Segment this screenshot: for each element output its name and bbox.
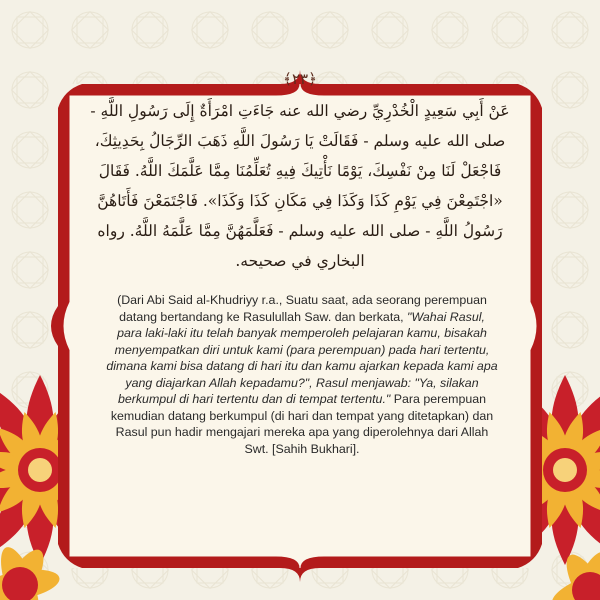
translation-quote: "Wahai Rasul, para laki-laki itu telah banyak memperoleh pelajaran kamu, bisakah menyempatkan diri untuk kami (para perempuan) pada hari tertentu, dimana kami bisa datang di hari itu dan kamu ajarkan kepada kami apa yang diajarkan Allah kepadamu?", Rasul menjawab: "Ya, silakan berkumpul di hari tertentu dan di tempat tertentu." (106, 309, 498, 406)
translation-intro: (Dari Abi Said al-Khudriyy r.a., Suatu saat, ada seorang perempuan datang bertandang ke Rasulullah Saw. dan berkata, (117, 293, 487, 324)
translation-text (106, 292, 498, 457)
translation-outro: Para perempuan kemudian datang berkumpul (di hari dan tempat yang ditetapkan) dan Rasul pun hadir mengajari mereka apa yang diperolehnya dari Allah Swt. [Sahih Bukhari]. (110, 392, 494, 456)
hadith-card (44, 70, 556, 582)
arabic-hadith-text: عَنْ أَبِي سَعِيدٍ الْخُدْرِيِّ رضي الله عنه جَاءَتِ امْرَأَةٌ إِلَى رَسُولِ اللَّهِ - صلى الله عليه وسلم - فَقَالَتْ يَا رَسُولَ اللَّهِ ذَهَبَ الرِّجَالُ بِحَدِيثِكَ، فَاجْعَلْ لَنَا مِنْ نَفْسِكَ، يَوْمًا نَأْتِيكَ فِيهِ تُعَلِّمُنَا مِمَّا عَلَّمَكَ اللَّهُ. فَقَالَ «اجْتَمِعْنَ فِي يَوْمِ كَذَا وَكَذَا فِي مَكَانِ كَذَا وَكَذَا». فَاجْتَمَعْنَ فَأَتَاهُنَّ رَسُولُ اللَّهِ - صلى الله عليه وسلم - فَعَلَّمَهُنَّ مِمَّا عَلَّمَهُ اللَّهُ. رواه البخاري في صحيحه. (90, 102, 510, 270)
hadith-number-badge: ﴿٢٣﴾ (283, 70, 317, 88)
